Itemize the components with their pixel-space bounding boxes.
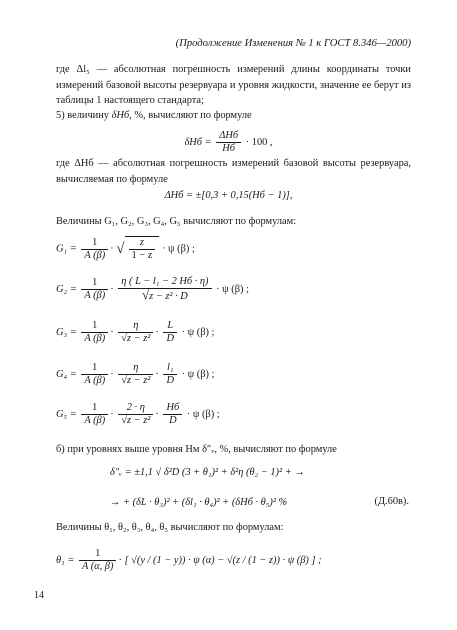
page-header: (Продолжение Изменения № 1 к ГОСТ 8.346—2000) (175, 38, 411, 49)
g3-coef (81, 320, 108, 345)
g2-fraction: $\frac{\text{η ( L − l₁ − 2 Hб · η)}}{\text{√z − z² · D}}$ (118, 276, 211, 303)
coef-num: 1 (81, 277, 108, 290)
g5-f2-num: Hб (163, 402, 182, 415)
g5-den: z − z² (126, 415, 151, 426)
coef-num: 1 (81, 320, 108, 333)
formula-G3: G₃ = $\frac{1}{A (\beta)}$ · $\frac{\eta}{\text{√z − z²}}$ · $\frac{L}{D}$ · ψ (β) ; (56, 320, 215, 344)
g5-fraction2 (163, 402, 182, 427)
g1-sqrt-num: z (129, 237, 156, 250)
g2-coef (81, 277, 108, 302)
g4-coef (81, 362, 108, 387)
g3-num: η (118, 320, 153, 333)
formula-G5: G₅ = $\frac{1}{A (\beta)}$ · $\frac{2 \cdot \eta}{\text{√z − z²}}$ · $\frac{Hб}{D}$ · ψ (β) ; (56, 402, 220, 426)
t1-coef (79, 548, 117, 573)
g5-fraction: $\frac{2 \cdot \eta}{\text{√z − z²}}$ (118, 402, 153, 427)
coef-num: 1 (81, 362, 108, 375)
t1-lhs: θ₁ = (56, 554, 75, 566)
coef-num: 1 (79, 548, 117, 561)
g2-den: z − z² · D (149, 291, 188, 302)
formula-dv-line2: → + (δL · θ₃)² + (δl₁ · θ₄)² + (δHб · θ₅)² % (110, 497, 288, 508)
g4-lhs: G₄ = (56, 368, 77, 380)
g3-fraction: $\frac{\eta}{\text{√z − z²}}$ (118, 320, 153, 345)
coef-den: A (β) (84, 375, 106, 386)
g5-coef (81, 402, 108, 427)
item-6: б) при уровнях выше уровня Hм δ″ᵥ, %, вычисляют по формуле (56, 444, 337, 455)
formula-dHb-percent (0, 130, 457, 155)
g5-f2-den: D (169, 415, 177, 426)
g3-f2-den: D (166, 333, 174, 344)
coef-num: 1 (81, 402, 108, 415)
t1-den: A (α, β) (81, 561, 114, 572)
g4-den: z − z² (126, 375, 151, 386)
formula-dHb: ΔHб = ±[0,3 + 0,15(Hб − 1)], (164, 190, 293, 201)
coef-num: 1 (81, 237, 108, 250)
coef-den: A (β) (84, 415, 106, 426)
g5-num: 2 · η (118, 402, 153, 415)
item-5-suffix: , %, вычисляют по формуле (129, 110, 252, 121)
g3-tail: · ψ (β) ; (181, 326, 215, 338)
coef-den: A (β) (84, 333, 106, 344)
fraction-denominator: Hб (222, 143, 236, 154)
t1-body: [ √(y / (1 − y)) · ψ (α) − √(z / (1 − z)) · ψ (β) ] ; (124, 554, 322, 566)
g3-lhs: G₃ = (56, 326, 77, 338)
item-5-symbol: δHб (111, 110, 130, 121)
formula-tail: · 100 , (245, 136, 273, 148)
g3-den: z − z² (126, 333, 151, 344)
fraction (216, 130, 241, 155)
item-5-prefix: 5) величину (56, 110, 109, 121)
g4-f2-den: D (166, 375, 174, 386)
g1-tail: · ψ (β) ; (161, 243, 195, 255)
g2-tail: · ψ (β) ; (216, 283, 249, 295)
g5-tail: · ψ (β) ; (186, 408, 220, 420)
paragraph-dHb: где ΔHб — абсолютная погрешность измерений базовой высоты резервуара, вычисляемая по формуле (56, 158, 411, 185)
g2-lhs: G₂ = (56, 283, 77, 295)
coef-den: A (β) (84, 290, 106, 301)
formula-G1: G₁ = $\frac{1}{A (\beta)}$ · √ $\frac{z}{1 - z}$ · ψ (β) ; (56, 236, 195, 261)
coef-den: A (β) (84, 249, 106, 261)
paragraph-delta-l5: где Δl₅ — абсолютная погрешность измерений длины координаты точки измерений базовой высоты резервуара и уровня жидкости, значение ее берут из таблицы 1 настоящего стандарта; (56, 64, 411, 107)
formula-theta1: θ₁ = $\frac{1}{A (\alpha, \beta)}$ · [ √(y / (1 − y)) · ψ (α) − √(z / (1 − z)) · ψ (β) ] ; (56, 548, 322, 572)
item-5 (56, 108, 411, 124)
equation-number: (Д.60в). (374, 496, 409, 507)
g5-lhs: G₅ = (56, 408, 77, 420)
g4-f2-num: l₁ (163, 362, 177, 375)
g4-num: η (118, 362, 153, 375)
g4-tail: · ψ (β) ; (181, 368, 215, 380)
g3-f2-num: L (163, 320, 177, 333)
formula-lhs: δHб = (184, 136, 212, 148)
g4-fraction2 (163, 362, 177, 387)
page-number: 14 (34, 590, 44, 601)
g1-sqrt-den: 1 − z (131, 250, 153, 261)
g2-num: η ( L − l₁ − 2 Hб · η) (118, 276, 211, 289)
formula-G2: G₂ = $\frac{1}{A (\beta)}$ · $\frac{\text{η ( L − l₁ − 2 Hб · η)}}{\text{√z − z² · D}}$ · ψ (β) ; (56, 276, 249, 302)
paragraph-G-values: Величины G₁, G₂, G₃, G₄, G₅ вычисляют по формулам: (56, 216, 297, 227)
formula-dv-line1: δ″ᵥ = ±1,1 √ δ²D (3 + θ₁)² + δ²η (θ₂ − 1)² + → (110, 467, 305, 478)
g3-fraction2 (163, 320, 177, 345)
fraction-numerator: ΔHб (216, 130, 241, 143)
g1-coef (81, 237, 108, 262)
formula-G4: G₄ = $\frac{1}{A (\beta)}$ · $\frac{\eta}{\text{√z − z²}}$ · $\frac{\text{l₁}}{D}$ · ψ (β) ; (56, 362, 215, 386)
paragraph-theta-values: Величины θ₁, θ₂, θ₃, θ₄, θ₅ вычисляют по формулам: (56, 522, 284, 533)
g1-lhs: G₁ = (56, 243, 77, 255)
g4-fraction: $\frac{\eta}{\text{√z − z²}}$ (118, 362, 153, 387)
g1-sqrt: √ $\frac{z}{1 - z}$ (116, 236, 159, 262)
